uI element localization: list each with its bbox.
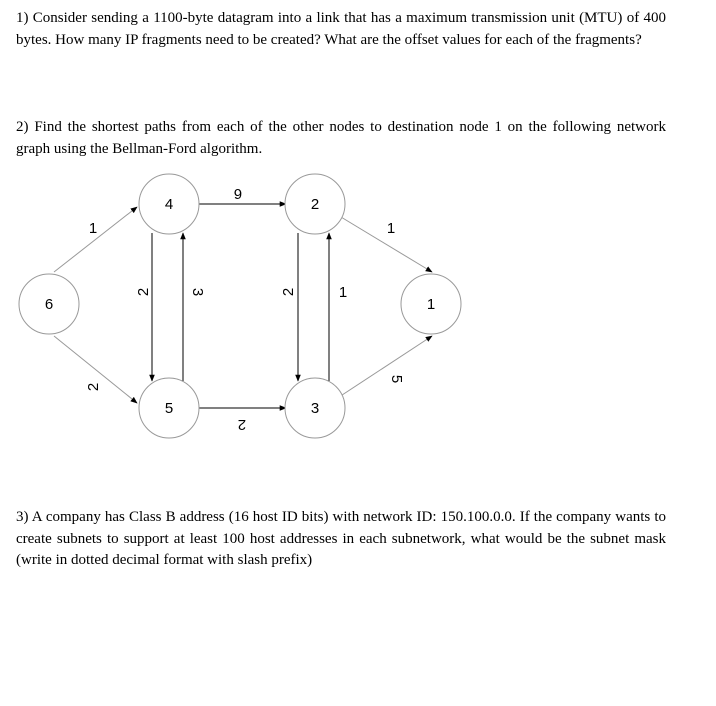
- weight-6-4: 1: [88, 220, 98, 237]
- question-3: 3) A company has Class B address (16 host ID bits) with network ID: 150.100.0.0. If the company wants to create subnets to support at least 100 host addresses in each subnetwork, what would be the subnet mask (write in dotted decimal format with slash prefix): [16, 509, 666, 568]
- weight-5-3: 2: [237, 416, 247, 433]
- weight-2-1: 1: [386, 220, 396, 237]
- edge-2-1: [336, 214, 432, 272]
- question-2: 2) Find the shortest paths from each of the other nodes to destination node 1 on the following network graph using the Bellman-Ford algorithm.: [16, 119, 666, 157]
- weight-4-5: 2: [135, 287, 152, 297]
- edge-3-1: [336, 336, 432, 399]
- node-1-label: 1: [426, 296, 436, 313]
- edge-6-4: [54, 207, 137, 272]
- weight-4-2: 6: [233, 185, 243, 202]
- node-6-label: 6: [44, 296, 54, 313]
- weight-2-3: 2: [280, 287, 297, 297]
- node-5-label: 5: [164, 400, 174, 417]
- node-2-label: 2: [310, 196, 320, 213]
- weight-3-1: 5: [388, 374, 405, 384]
- weight-6-5: 2: [85, 382, 102, 392]
- weight-3-2: 1: [338, 284, 348, 301]
- weight-5-4: 3: [189, 287, 206, 297]
- node-3-label: 3: [310, 400, 320, 417]
- edge-6-5: [54, 336, 137, 403]
- question-1: 1) Consider sending a 1100-byte datagram into a link that has a maximum transmission unit (MTU) of 400 bytes. How many IP fragments need to be created? What are the offset values for each of the fragments?: [16, 10, 666, 48]
- network-graph: [0, 170, 716, 460]
- node-4-label: 4: [164, 196, 174, 213]
